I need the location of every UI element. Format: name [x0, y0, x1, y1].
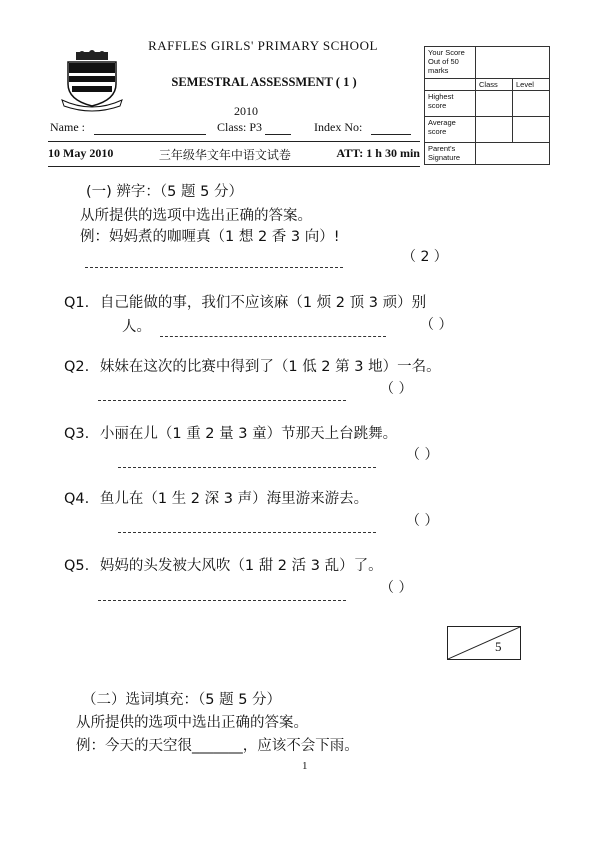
question-number: Q4.	[64, 491, 90, 507]
parent-signature-field[interactable]	[476, 143, 550, 165]
assessment-title: SEMESTRAL ASSESSMENT ( 1 )	[171, 75, 357, 89]
section-total-marks: 5	[495, 639, 502, 654]
year: 2010	[234, 104, 258, 118]
highest-score-label: Highest score	[425, 91, 476, 117]
answer-line-5[interactable]	[98, 586, 346, 605]
school-crest-logo	[60, 50, 124, 112]
exam-date: 10 May 2010	[48, 146, 114, 160]
answer-line-3[interactable]	[118, 453, 376, 472]
question-5	[64, 554, 383, 575]
highest-level-cell	[513, 91, 550, 117]
question-number: Q5.	[64, 558, 90, 574]
question-text: 妹妹在这次的比赛中得到了（1 低 2 第 3 地）一名。	[99, 359, 441, 375]
exam-duration: ATT: 1 h 30 min	[336, 146, 420, 160]
example-answer: （ 2 ）	[402, 249, 448, 265]
question-text: 妈妈的头发被大风吹（1 甜 2 活 3 乱）了。	[99, 558, 383, 574]
section-mark-box	[447, 626, 521, 660]
answer-box-4[interactable]: （ ）	[406, 513, 439, 529]
question-1	[64, 291, 426, 312]
question-text: 鱼儿在（1 生 2 深 3 声）海里游来游去。	[99, 491, 369, 507]
section1-title: (一) 辨字：（5 题 5 分）	[86, 184, 243, 200]
index-label: Index No:	[314, 120, 363, 134]
answer-line-1[interactable]	[160, 322, 386, 341]
class-field[interactable]	[265, 124, 291, 135]
section2-instruction: 从所提供的选项中选出正确的答案。	[76, 715, 308, 731]
answer-box-1[interactable]: （ ）	[420, 317, 453, 333]
example-answer-line	[85, 253, 343, 272]
parent-signature-label: Parent's Signature	[425, 143, 476, 165]
name-field[interactable]	[94, 124, 206, 135]
question-4	[64, 487, 368, 508]
answer-box-3[interactable]: （ ）	[406, 447, 439, 463]
student-info-line	[50, 120, 420, 135]
question-3	[64, 422, 397, 443]
question-2	[64, 355, 441, 376]
paper-title: 三年级华文年中语文试卷	[158, 148, 291, 162]
your-score-field[interactable]	[476, 47, 550, 79]
section2-title: （二）选词填充：（5 题 5 分）	[82, 692, 282, 708]
question-number: Q2.	[64, 359, 90, 375]
question-text: 自己能做的事，我们不应该麻（1 烦 2 顶 3 顽）别	[99, 295, 427, 311]
school-name: RAFFLES GIRLS' PRIMARY SCHOOL	[148, 38, 378, 53]
name-label: Name :	[50, 120, 85, 134]
answer-box-2[interactable]: （ ）	[380, 381, 413, 397]
section2-example: 例：今天的天空很_______，应该不会下雨。	[76, 738, 359, 754]
your-score-label: Your Score Out of 50 marks	[425, 47, 476, 79]
question-number: Q1.	[64, 295, 90, 311]
level-column-header: Level	[513, 79, 550, 91]
answer-line-2[interactable]	[98, 386, 346, 405]
question-number: Q3.	[64, 426, 90, 442]
average-score-label: Average score	[425, 117, 476, 143]
average-class-cell	[476, 117, 513, 143]
class-label: Class: P3	[217, 120, 263, 134]
question-1-line2: 人。	[122, 319, 151, 335]
average-level-cell	[513, 117, 550, 143]
answer-line-4[interactable]	[118, 518, 376, 537]
question-text: 小丽在儿（1 重 2 量 3 童）节那天上台跳舞。	[99, 426, 398, 442]
section1-example: 例：妈妈煮的咖喱真（1 想 2 香 3 向）!	[80, 229, 340, 245]
class-column-header: Class	[476, 79, 513, 91]
index-field[interactable]	[371, 124, 411, 135]
page-number: 1	[302, 760, 308, 772]
divider-bottom	[48, 166, 420, 167]
answer-box-5[interactable]: （ ）	[380, 580, 413, 596]
exam-info-line	[48, 146, 420, 163]
divider-top	[48, 141, 420, 142]
section1-instruction: 从所提供的选项中选出正确的答案。	[80, 208, 312, 224]
score-table	[424, 46, 550, 165]
highest-class-cell	[476, 91, 513, 117]
